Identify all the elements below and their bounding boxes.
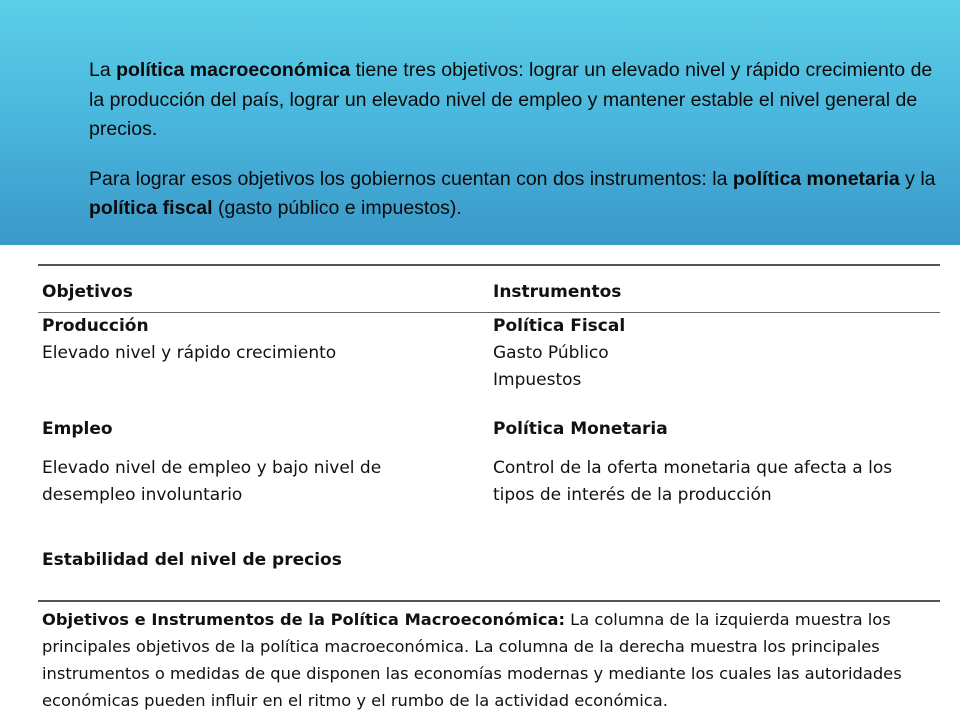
cell-produccion xyxy=(38,313,489,394)
objective-line: Elevado nivel y rápido crecimiento xyxy=(42,343,337,363)
instrument-title: Política Fiscal xyxy=(493,316,626,336)
instrument-title: Política Monetaria xyxy=(493,419,668,439)
header-objetivos: Objetivos xyxy=(42,282,133,302)
instrument-line: Control de la oferta monetaria que afecta a los xyxy=(493,458,893,478)
caption-text: La columna de la izquierda muestra los principales objetivos de la política macroeconómica. La columna de la derecha muestra los principales instrumentos o medidas de que disponen las economías modernas y mediante los cuales las autoridades económicas pueden influir en el ritmo y el rumbo de la actividad económica. xyxy=(42,610,902,710)
instrument-line: Impuestos xyxy=(493,370,582,390)
cell-politica-fiscal xyxy=(489,313,940,394)
intro-p2-text-e: (gasto público e impuestos). xyxy=(212,197,462,219)
intro-paragraph-2 xyxy=(89,165,939,224)
intro-text xyxy=(89,56,939,224)
table-caption xyxy=(38,600,940,714)
intro-p1-bold: política macroeconómica xyxy=(116,59,351,81)
objective-line: Elevado nivel de empleo y bajo nivel de xyxy=(42,458,382,478)
intro-p2-text-c: y la xyxy=(899,167,936,190)
table-header-row xyxy=(38,266,940,312)
objectives-table xyxy=(38,264,940,574)
table-row-empleo xyxy=(38,394,940,509)
objective-title: Estabilidad del nivel de precios xyxy=(42,550,342,570)
table-row-estabilidad xyxy=(38,509,940,574)
cell-estabilidad xyxy=(38,547,940,574)
intro-p1-text-c: tiene tres objetivos: lograr un elevado nivel y rápido crecimiento de la producción del país, lograr un elevado nivel de empleo y mantener estable el nivel general de precios. xyxy=(89,59,933,140)
intro-p1-text-a: La xyxy=(89,59,117,81)
caption-title: Objetivos e Instrumentos de la Política Macroeconómica: xyxy=(42,610,565,629)
table-row-produccion xyxy=(38,313,940,394)
intro-p2-bold-monetaria: política monetaria xyxy=(732,167,900,190)
instrument-line: tipos de interés de la producción xyxy=(493,485,772,505)
cell-politica-monetaria xyxy=(489,416,940,509)
cell-empleo xyxy=(38,416,489,509)
objective-line: desempleo involuntario xyxy=(42,485,243,505)
intro-p2-text-a: Para lograr esos objetivos los gobiernos cuentan con dos instrumentos: la xyxy=(89,167,733,190)
intro-paragraph-1 xyxy=(89,56,939,145)
instrument-line: Gasto Público xyxy=(493,343,609,363)
header-instrumentos: Instrumentos xyxy=(493,282,622,302)
objective-title: Producción xyxy=(42,316,149,336)
objective-title: Empleo xyxy=(42,419,113,439)
intro-p2-bold-fiscal: política fiscal xyxy=(89,197,213,219)
